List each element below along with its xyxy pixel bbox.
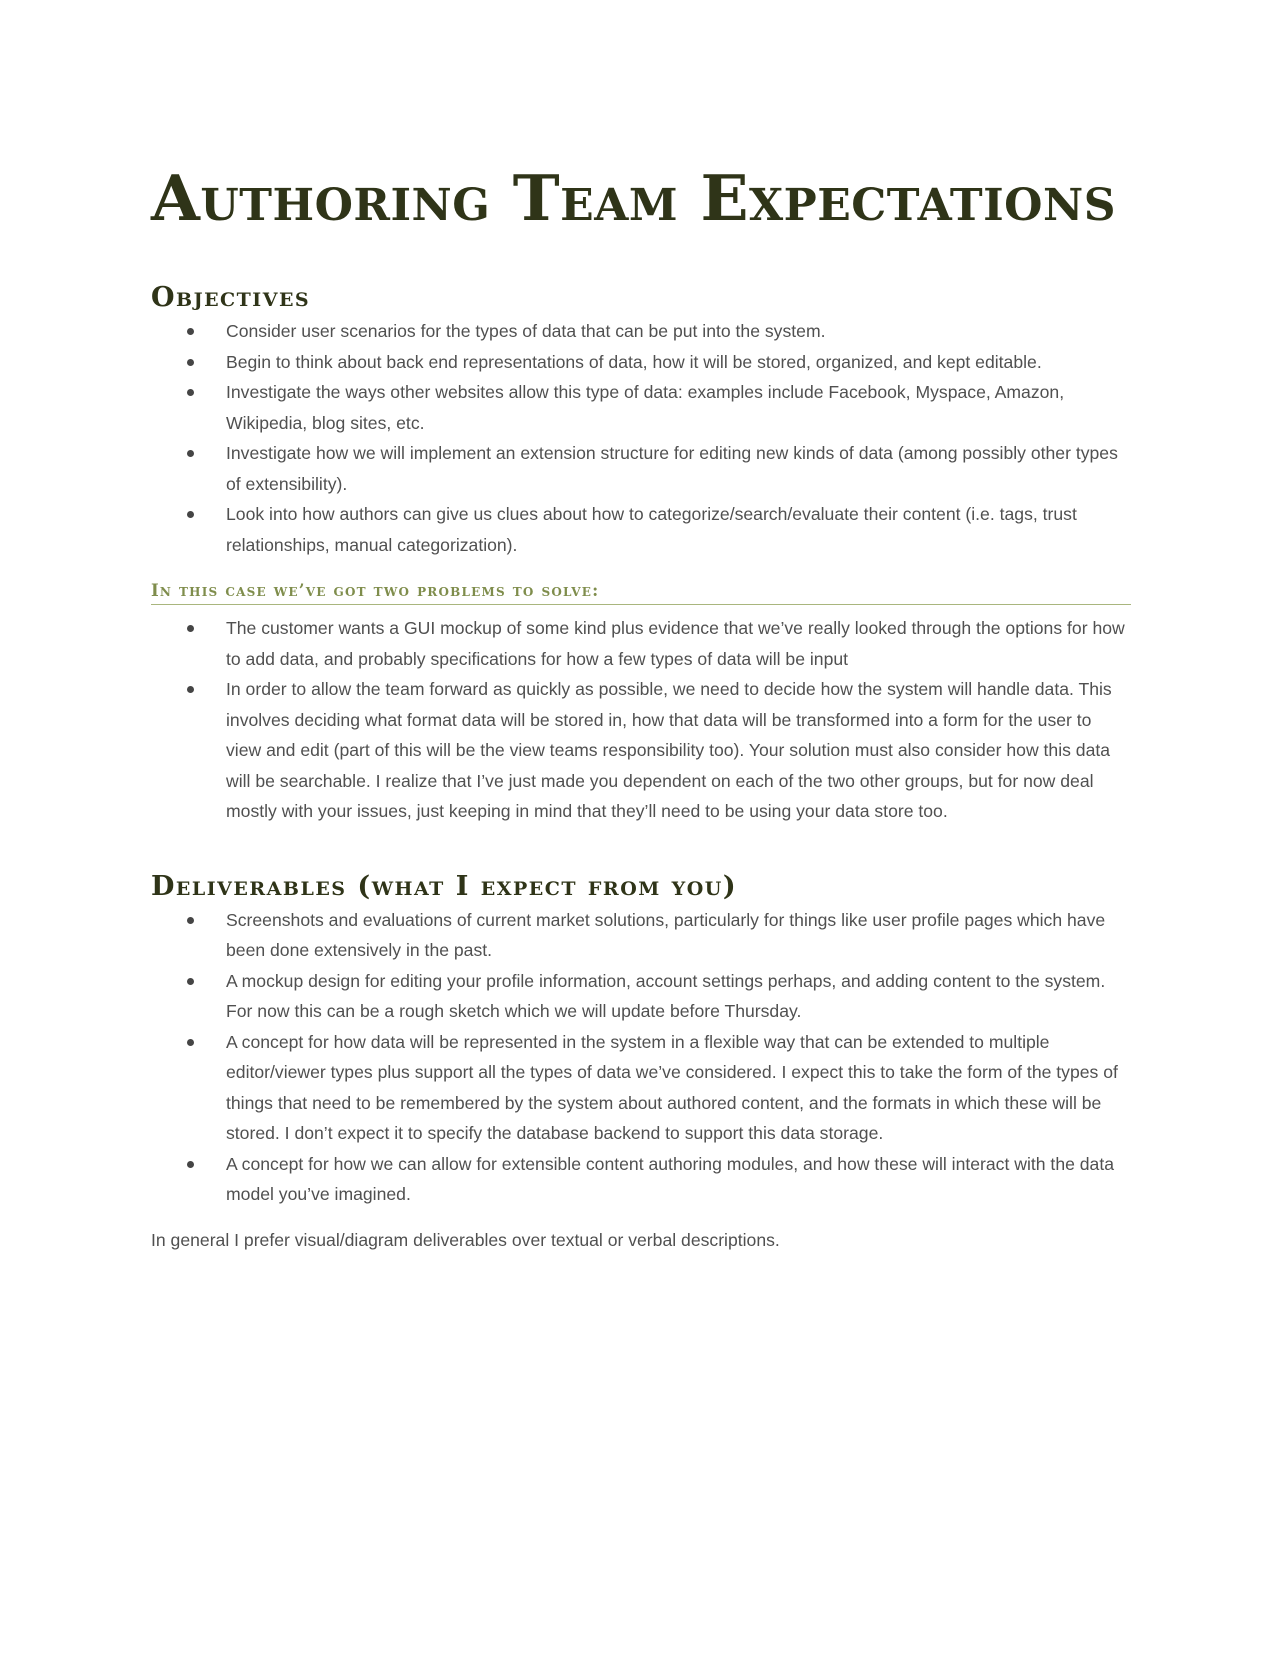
page-title: Authoring Team Expectations [151,161,1116,235]
list-item [151,905,1131,966]
deliverables-list [151,905,1131,1210]
document-page [151,158,1131,1272]
list-item-text: A concept for how data will be represented in the system in a flexible way that can be extended to multiple editor/viewer types plus support all the types of data we’ve considered. I expect this to take the form of the types of things that need to be remembered by the system about authored content, and the formats in which these will be stored. I don’t expect it to specify the database backend to support this data storage. [226,1031,1118,1143]
list-item-text: Investigate the ways other websites allow this type of data: examples include Facebook, Myspace, Amazon, Wikipedia, blog sites, etc. [226,382,1065,433]
list-item [151,966,1131,1027]
list-item-text: In order to allow the team forward as quickly as possible, we need to decide how the system will handle data. This involves deciding what format data will be stored in, how that data will be transformed into a form for the user to view and edit (part of this will be the view teams responsibility too). Your solution must also consider how this data will be searchable. I realize that I’ve just made you dependent on each of the two other groups, but for now deal mostly with your issues, just keeping in mind that they’ll need to be using your data store too. [226,679,1112,821]
bullet-icon [187,511,194,518]
bullet-icon [187,978,194,985]
list-item-text: Consider user scenarios for the types of data that can be put into the system. [226,321,826,341]
objectives-list [151,316,1131,560]
objectives-heading: Objectives [151,282,311,313]
problems-list [151,613,1131,827]
bullet-icon [187,389,194,396]
list-item-text: A mockup design for editing your profile information, account settings perhaps, and adding content to the system. For now this can be a rough sketch which we will update before Thursday. [226,970,1106,1021]
list-item [151,1027,1131,1149]
list-item-text: Begin to think about back end representations of data, how it will be stored, organized, and kept editable. [226,351,1042,372]
list-item-text: Investigate how we will implement an extension structure for editing new kinds of data (among possibly other types of extensibility). [226,443,1118,494]
list-item [151,377,1131,438]
list-item-text: Screenshots and evaluations of current market solutions, particularly for things like user profile pages which have been done extensively in the past. [226,909,1106,960]
bullet-icon [187,686,194,693]
list-item [151,316,1131,347]
bullet-icon [187,328,194,335]
bullet-icon [187,1039,194,1046]
list-item-text: Look into how authors can give us clues about how to categorize/search/evaluate their content (i.e. tags, trust relationships, manual categorization). [226,504,1077,555]
closing-paragraph: In general I prefer visual/diagram deliverables over textual or verbal descriptions. [151,1229,780,1250]
bullet-icon [187,625,194,632]
bullet-icon [187,1161,194,1168]
bullet-icon [187,359,194,366]
bullet-icon [187,917,194,924]
list-item [151,438,1131,499]
deliverables-heading: Deliverables (what I expect from you) [151,870,738,902]
list-item-text: The customer wants a GUI mockup of some kind plus evidence that we’ve really looked through the options for how to add data, and probably specifications for how a few types of data will be input [226,618,1125,669]
problems-heading: In this case we’ve got two problems to solve: [151,580,1131,605]
list-item [151,613,1131,674]
list-item [151,499,1131,560]
list-item [151,674,1131,827]
list-item [151,347,1131,378]
list-item-text: A concept for how we can allow for extensible content authoring modules, and how these will interact with the data model you’ve imagined. [226,1153,1115,1204]
list-item [151,1149,1131,1210]
bullet-icon [187,450,194,457]
